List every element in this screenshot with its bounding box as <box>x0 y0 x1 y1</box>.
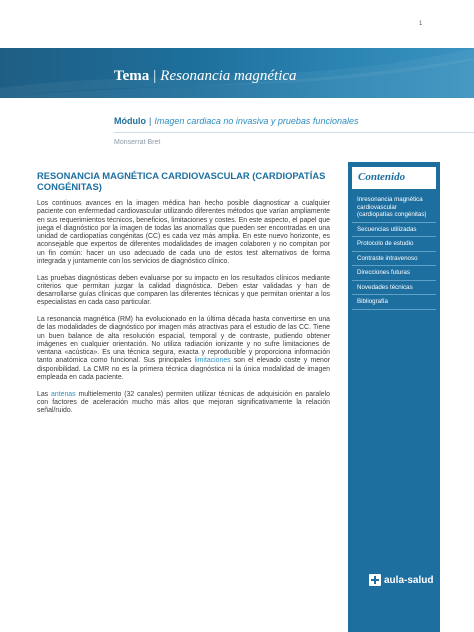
toc-item-contraste[interactable]: Contraste intravenoso <box>352 252 436 267</box>
toc-item-novedades[interactable]: Novedades técnicas <box>352 281 436 296</box>
toc-item-protocolo[interactable]: Protocolo de estudio <box>352 237 436 252</box>
toc-item-intro[interactable]: Inresonancia magnética cardiovascular (cardiopatías congénitas) <box>352 194 436 223</box>
module-divider <box>114 132 474 133</box>
toc-item-bibliografia[interactable]: Bibliografía <box>352 295 436 310</box>
contents-sidebar <box>348 162 440 632</box>
banner-separator: | <box>153 68 157 84</box>
paragraph-3-text-b: son el elevado coste y menor disponibilidad. La CMR no es la primera técnica diagnóstica ni la única modalidad de imagen empleada en cada paciente. <box>37 357 330 381</box>
aula-salud-logo <box>369 573 433 587</box>
toc-item-direcciones[interactable]: Direcciones futuras <box>352 266 436 281</box>
paragraph-3-text-a: La resonancia magnética (RM) ha evolucionado en la última década hasta convertirse en una de las modalidades de diagnóstico por imagen más atractivas para el estudio de las CC. Tiene un buen balance de alta resolución espacial, temporal y de contraste, pudiendo obtener imágenes en cualquier orientación. No utiliza radiación ionizante y no sufre limitaciones de ventana «acústica». Es una técnica segura, exacta y reproducible y proporciona información tanto anatómica como funcional. Sus principales <box>37 316 330 365</box>
banner-title <box>114 68 297 85</box>
paragraph-2: Las pruebas diagnósticas deben evaluarse por su impacto en los resultados clínicos mediante criterios que permitan juzgar la calidad diagnóstica. Deben estar validadas y han de desarrollarse guías clínicas que comparen las diferentes técnicas y que permitan orientar a los especialistas en cada caso particular. <box>37 274 330 307</box>
banner-label: Tema <box>114 68 150 84</box>
module-label: Módulo <box>114 116 146 126</box>
module-separator: | <box>149 116 152 126</box>
cross-icon <box>369 574 381 586</box>
logo-text: aula-salud <box>384 574 434 586</box>
article-title: RESONANCIA MAGNÉTICA CARDIOVASCULAR (CARDIOPATÍAS CONGÉNITAS) <box>37 170 326 192</box>
paragraph-1: Los continuos avances en la imagen médica han hecho posible diagnosticar a cualquier paciente con enfermedad cardiovascular utilizando diferentes métodos que varían ampliamente en sus requerimientos técnicos, beneficios, limitaciones y costes. En este aspecto, el papel que juega el diagnóstico por la imagen de todas las anomalías que pueden ser encontradas en una unidad de cardiopatías congénitas (CC) es cada vez más amplia. En este nuevo horizonte, es aconsejable que expertos de diferentes modalidades de imagen colaboren y no compitan por un fin común: hacer un uso adecuado de cada uno de estos test alternativos de forma integrada y juntamente con los servicios de diagnóstico clínico. <box>37 200 330 265</box>
paragraph-4-text-a: Las <box>37 390 52 398</box>
banner-topic: Resonancia magnética <box>160 68 297 84</box>
module-value: Imagen cardiaca no invasiva y pruebas funcionales <box>154 116 359 126</box>
toc-item-secuencias[interactable]: Secuencias utilizadas <box>352 223 436 238</box>
contents-list <box>352 194 436 310</box>
module-line <box>114 116 358 126</box>
paragraph-4-text-b: multielemento (32 canales) permiten utilizar técnicas de adquisición en paralelo con factores de aceleración mucho más altos que mejoran significativamente la relación señal/ruido. <box>37 390 330 415</box>
article-body <box>37 170 330 424</box>
author-name: Monserrat Bret <box>114 139 161 146</box>
link-antenas[interactable]: antenas <box>51 390 76 398</box>
page-number: 1 <box>419 21 423 27</box>
paragraph-3 <box>37 316 330 382</box>
paragraph-4 <box>37 391 330 416</box>
link-limitaciones[interactable]: limitaciones <box>194 357 231 365</box>
topic-banner <box>0 48 474 98</box>
sidebar-title: Contenido <box>352 167 436 189</box>
